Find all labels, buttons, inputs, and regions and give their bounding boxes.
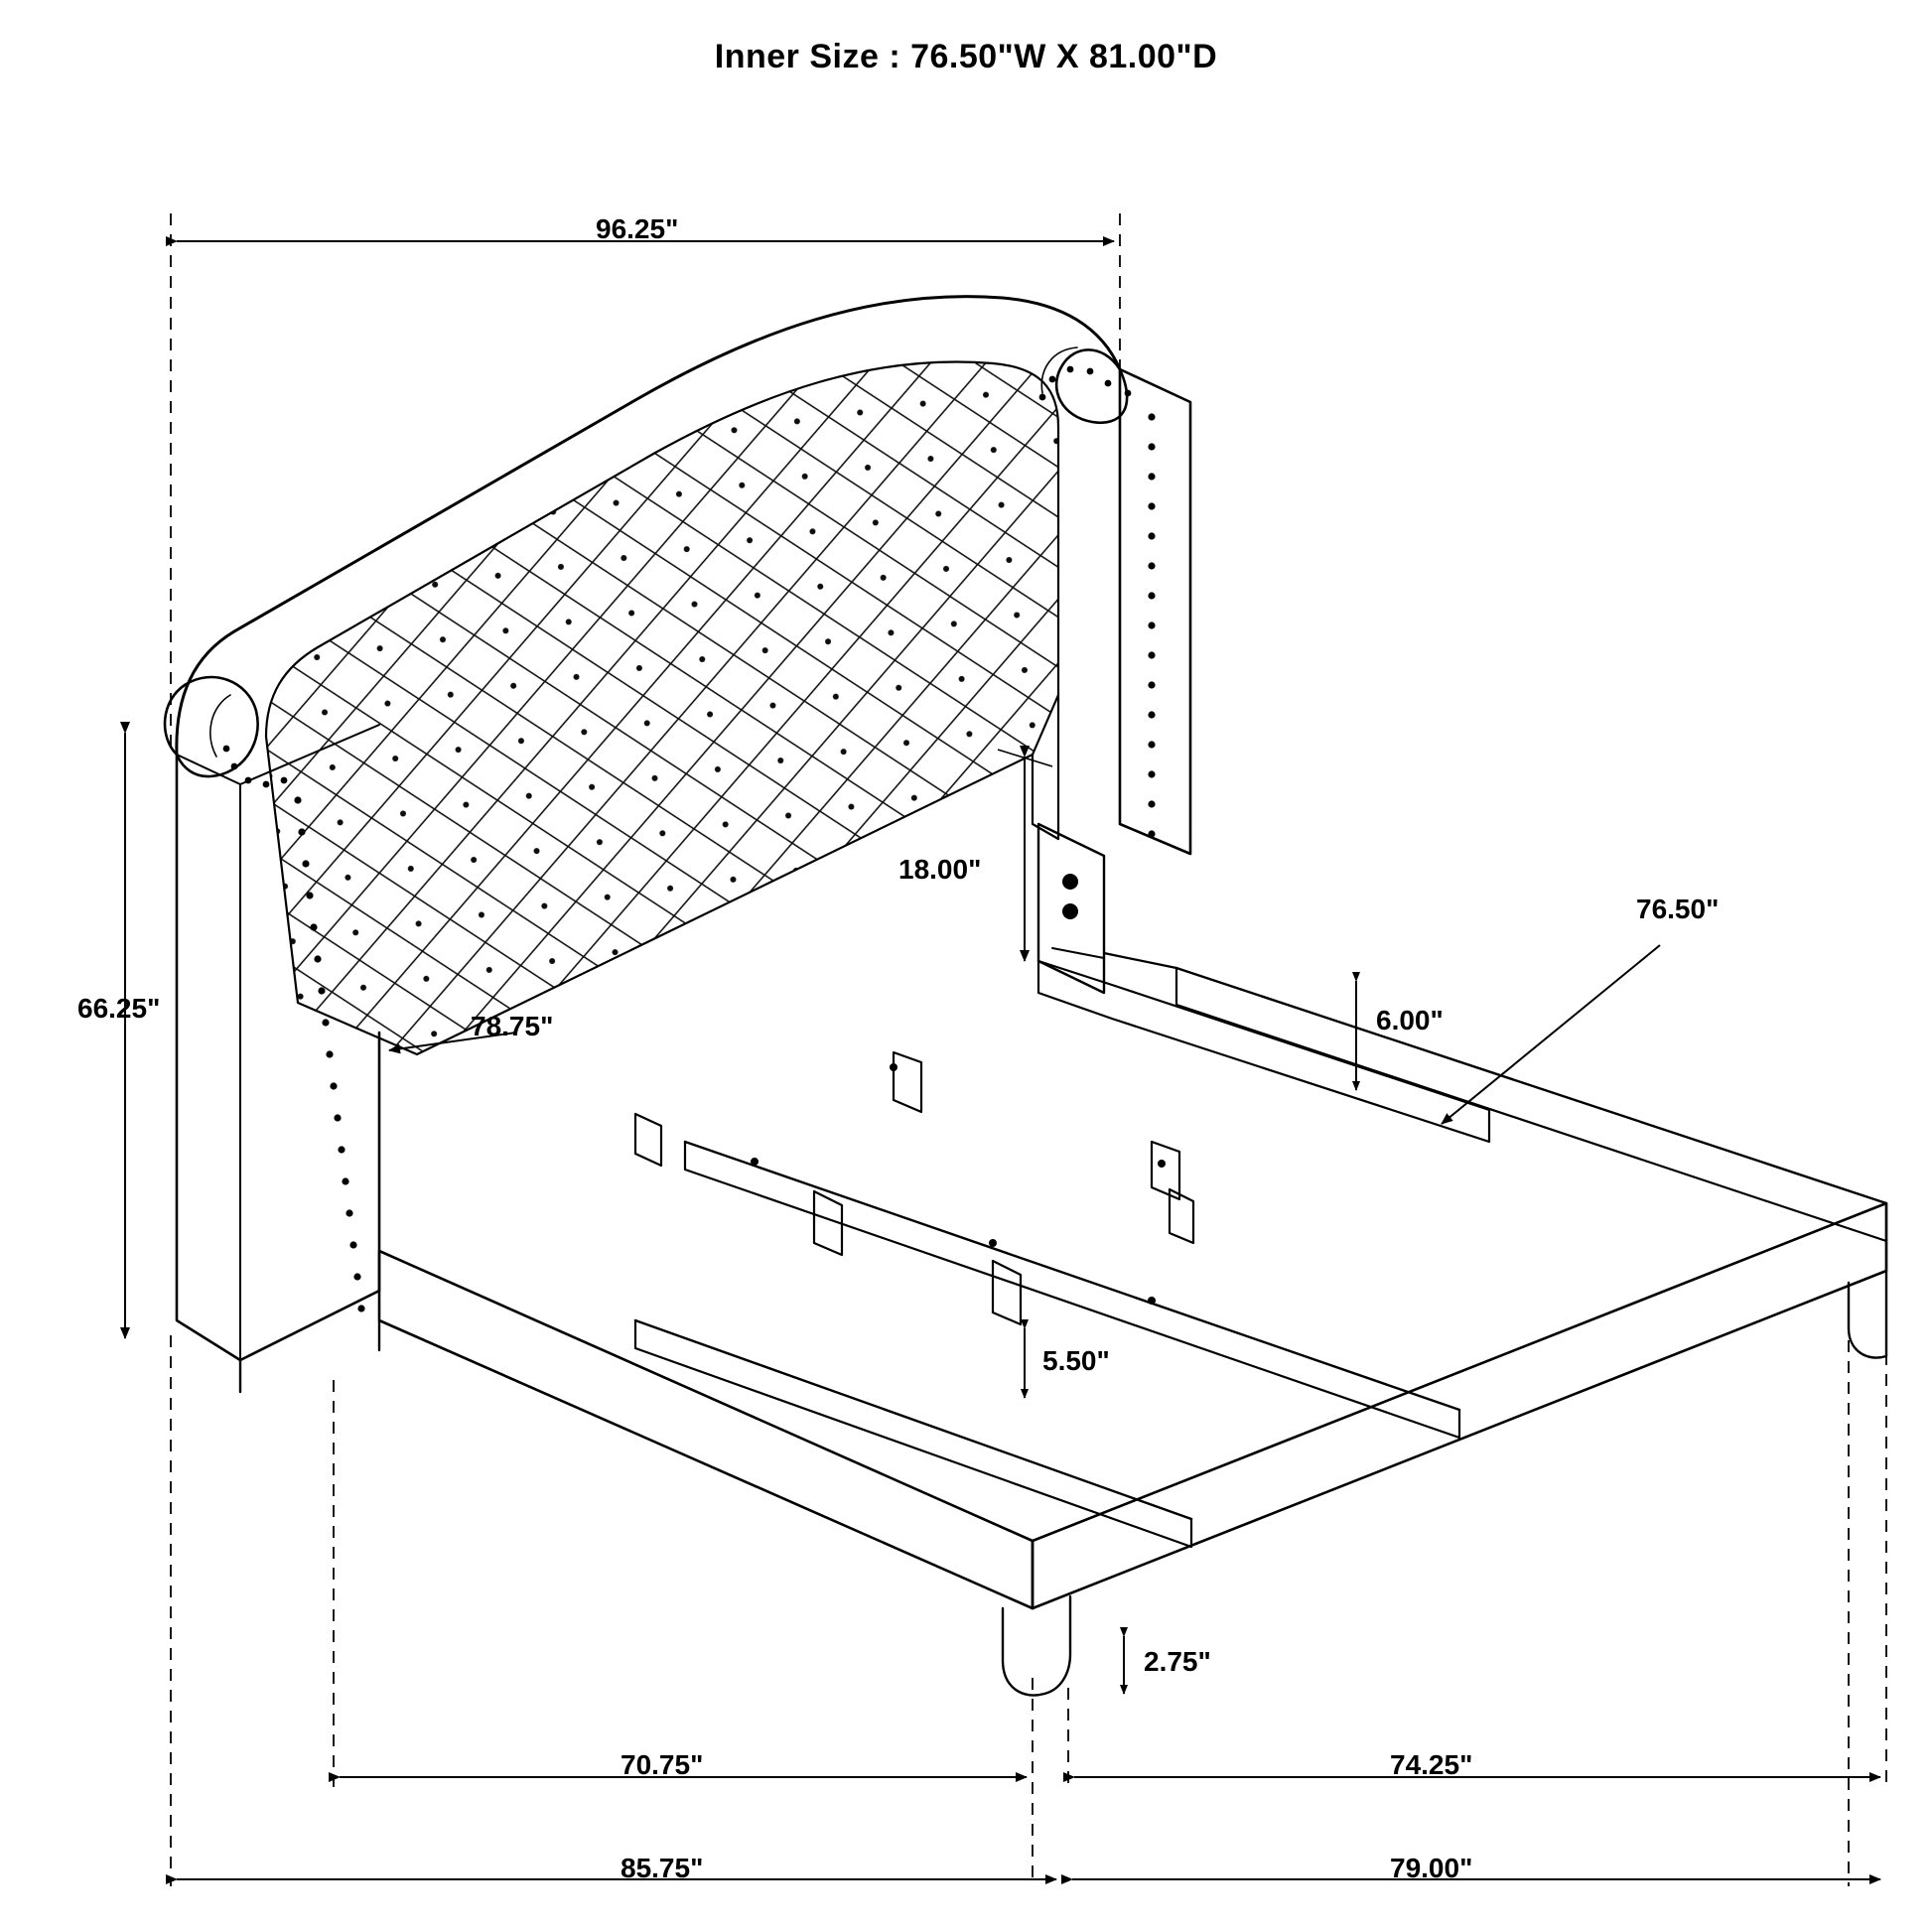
dimension-label-74-25: 74.25": [1390, 1749, 1473, 1780]
dimension-label-6-00: 6.00": [1376, 1005, 1444, 1035]
dimension-label-2-75: 2.75": [1144, 1646, 1211, 1677]
dimension-label-18-00: 18.00": [898, 854, 982, 885]
page-title: Inner Size : 76.50"W X 81.00"D: [714, 38, 1218, 75]
dimension-label-70-75: 70.75": [621, 1749, 704, 1780]
dimension-label-96-25: 96.25": [596, 213, 679, 244]
dimension-label-79-00: 79.00": [1390, 1853, 1473, 1883]
dimension-label-76-50: 76.50": [1636, 894, 1720, 924]
dimension-label-78-75: 78.75": [471, 1011, 554, 1041]
dimension-label-5-50: 5.50": [1042, 1345, 1110, 1376]
dimension-label-85-75: 85.75": [621, 1853, 704, 1883]
dimension-label-66-25: 66.25": [77, 993, 161, 1024]
